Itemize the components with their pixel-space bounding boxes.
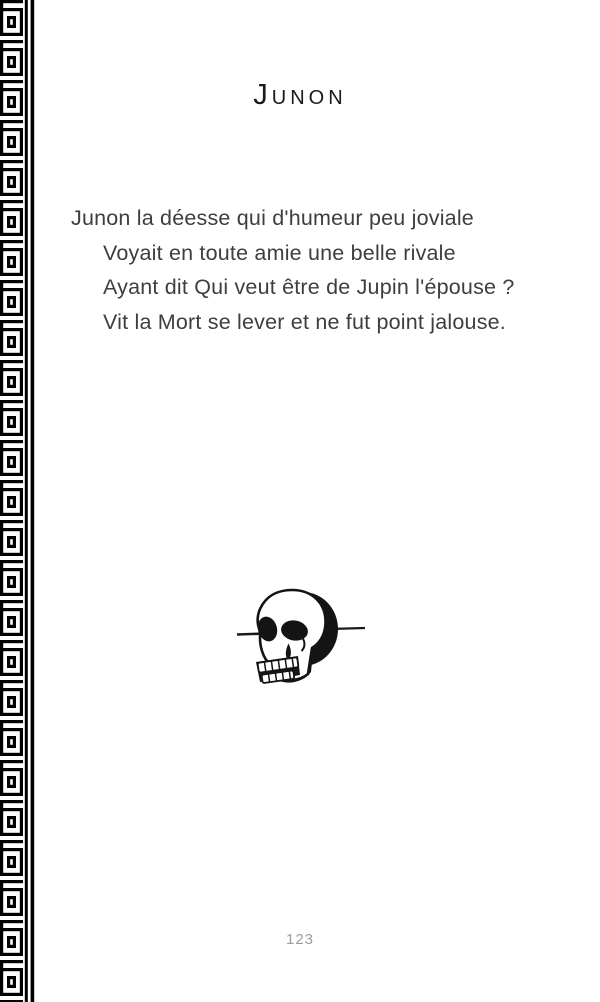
poem-line: Junon la déesse qui d'humeur peu joviale: [71, 206, 474, 230]
poem-line: Vit la Mort se lever et ne fut point jalouse.: [103, 309, 506, 334]
poem-title: Junon: [253, 79, 347, 111]
poem: [71, 201, 600, 339]
poem-line: Ayant dit Qui veut être de Jupin l'épouse ?: [103, 275, 515, 300]
poem-line: Voyait en toute amie une belle rivale: [103, 240, 456, 265]
skull-arrow-icon: [236, 587, 366, 688]
page-number: 123: [285, 931, 315, 948]
skull-illustration: [236, 587, 366, 688]
greek-key-pattern-icon: [0, 0, 36, 1002]
greek-key-border: [0, 0, 36, 1002]
